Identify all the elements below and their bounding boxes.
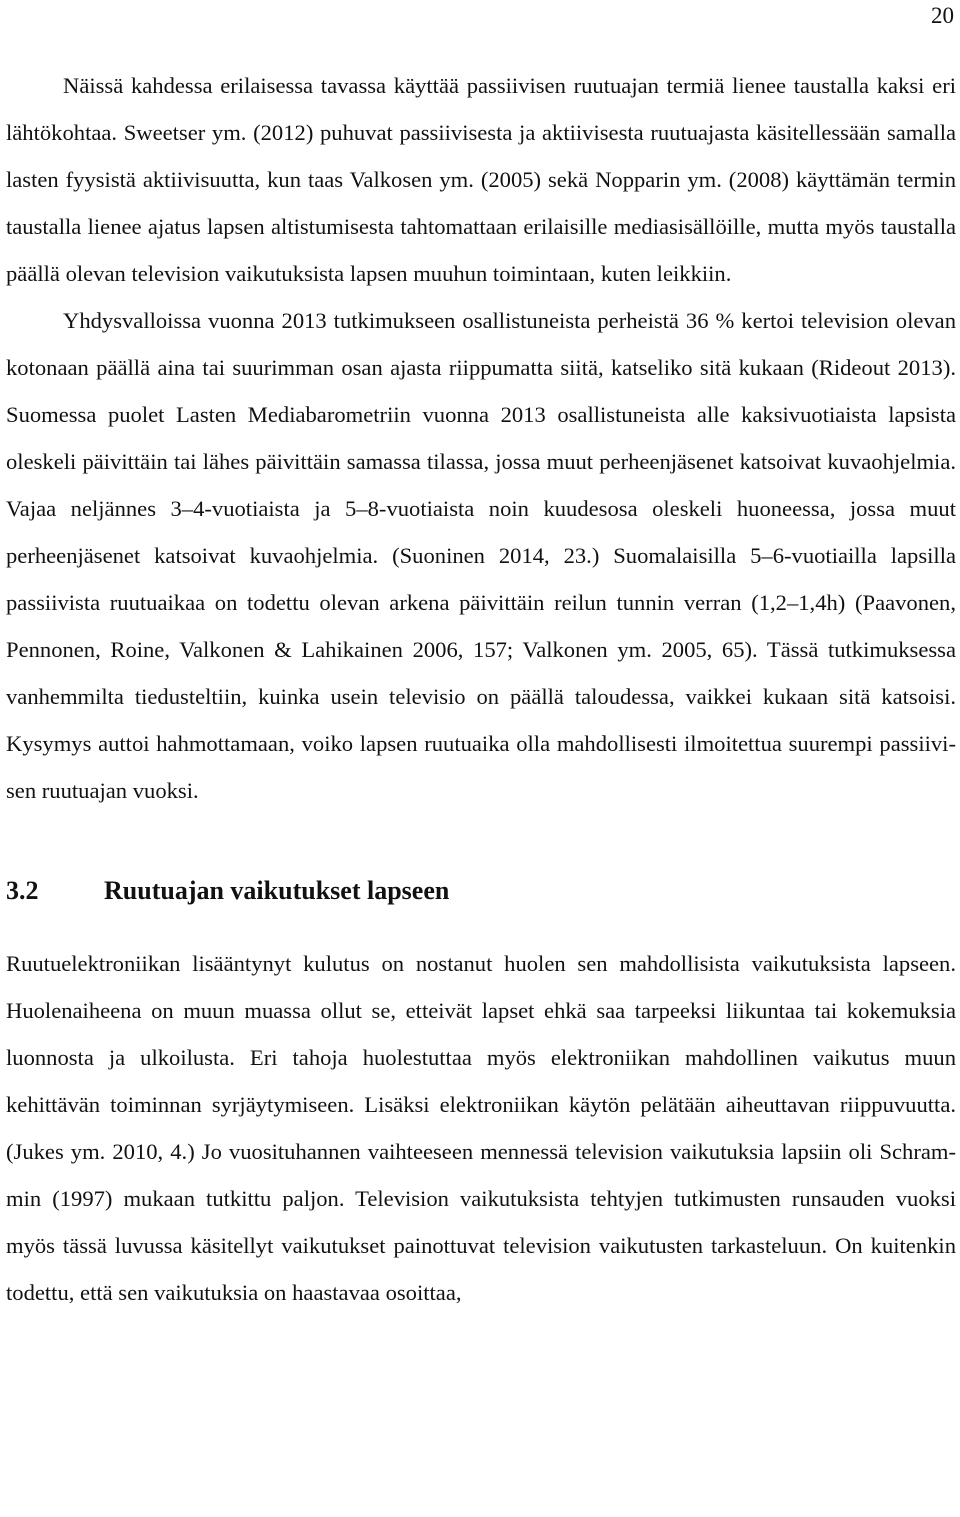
section-number: 3.2	[6, 876, 39, 905]
paragraph-passive-screen-time-terms: Näissä kahdessa erilaisessa tavassa käyttää passiivisen ruutuajan termiä lienee taustalla kaksi eri lähtökohtaa. Sweetser ym. (2012) puhuvat passiivisesta ja aktiivisesta ruutuajasta käsitellessään samalla lasten fyysistä aktiivisuutta, kun taas Valkosen ym. (2005) sekä Nopparin ym. (2008) käyttämän termin taustalla lienee ajatus lapsen altistumisesta tahtomattaan erilaisille mediasisällöille, mutta myös taustalla päällä olevan television vaikutuksista lapsen muuhun toimintaan, kuten leikkiin.	[6, 73, 956, 286]
paragraph-background-tv-statistics: Yhdysvalloissa vuonna 2013 tutkimukseen osallistuneista perheistä 36 % kertoi television olevan kotonaan päällä aina tai suurimman osan ajasta riippumatta siitä, katseliko sitä kukaan (Rideout 2013). Suomessa puolet Lasten Mediabarometriin vuonna 2013 osallistuneista alle kaksivuotiaista lapsista oleskeli päivittäin tai lähes päivittäin samassa tilassa, jossa muut perheenjäsenet katsoivat kuvaohjelmia. Vajaa neljännes 3–4-vuotiaista ja 5–8-vuotiaista noin kuudesosa oleskeli huoneessa, jossa muut perheenjäsenet katsoivat kuvaohjelmia. (Suoninen 2014, 23.) Suomalaisilla 5–6-vuotiailla lapsilla passiivista ruutuaikaa on todettu olevan arkena päivittäin reilun tunnin verran (1,2–1,4h) (Paavonen, Pennonen, Roine, Valkonen & Lahikainen 2006, 157; Valkonen ym. 2005, 65). Tässä tutkimuksessa vanhemmilta tiedusteltiin, kuinka usein televisio on päällä taloudessa, vaikkei kukaan sitä katsoisi. Kysymys auttoi hahmottamaan, voiko lapsen ruutuaika olla mahdollisesti ilmoitettua suurempi passiivisen ruutuajan vuoksi.	[6, 308, 956, 803]
document-body	[6, 62, 956, 1316]
page-number: 20	[931, 3, 954, 28]
section-heading	[6, 871, 956, 911]
section-title: Ruutuajan vaikutukset lapseen	[104, 876, 450, 905]
paragraph-screen-time-effects: Ruutuelektroniikan lisääntynyt kulutus on nostanut huolen sen mahdollisista vaikutuksista lapseen. Huolenaiheena on muun muassa ollut se, etteivät lapset ehkä saa tarpeeksi liikuntaa tai kokemuksia luonnosta ja ulkoilusta. Eri tahoja huolestuttaa myös elektroniikan mahdollinen vaikutus muun kehittävän toiminnan syrjäytymiseen. Lisäksi elektroniikan käytön pelätään aiheuttavan riippuvuutta. (Jukes ym. 2010, 4.) Jo vuosituhannen vaihteeseen mennessä television vaikutuksia lapsiin oli Schrammin (1997) mukaan tutkittu paljon. Television vaikutuksista tehtyjen tutkimusten runsauden vuoksi myös tässä luvussa käsitellyt vaikutukset painottuvat television vaikutusten tarkasteluun. On kuitenkin todettu, että sen vaikutuksia on haastavaa osoittaa,	[6, 951, 956, 1305]
